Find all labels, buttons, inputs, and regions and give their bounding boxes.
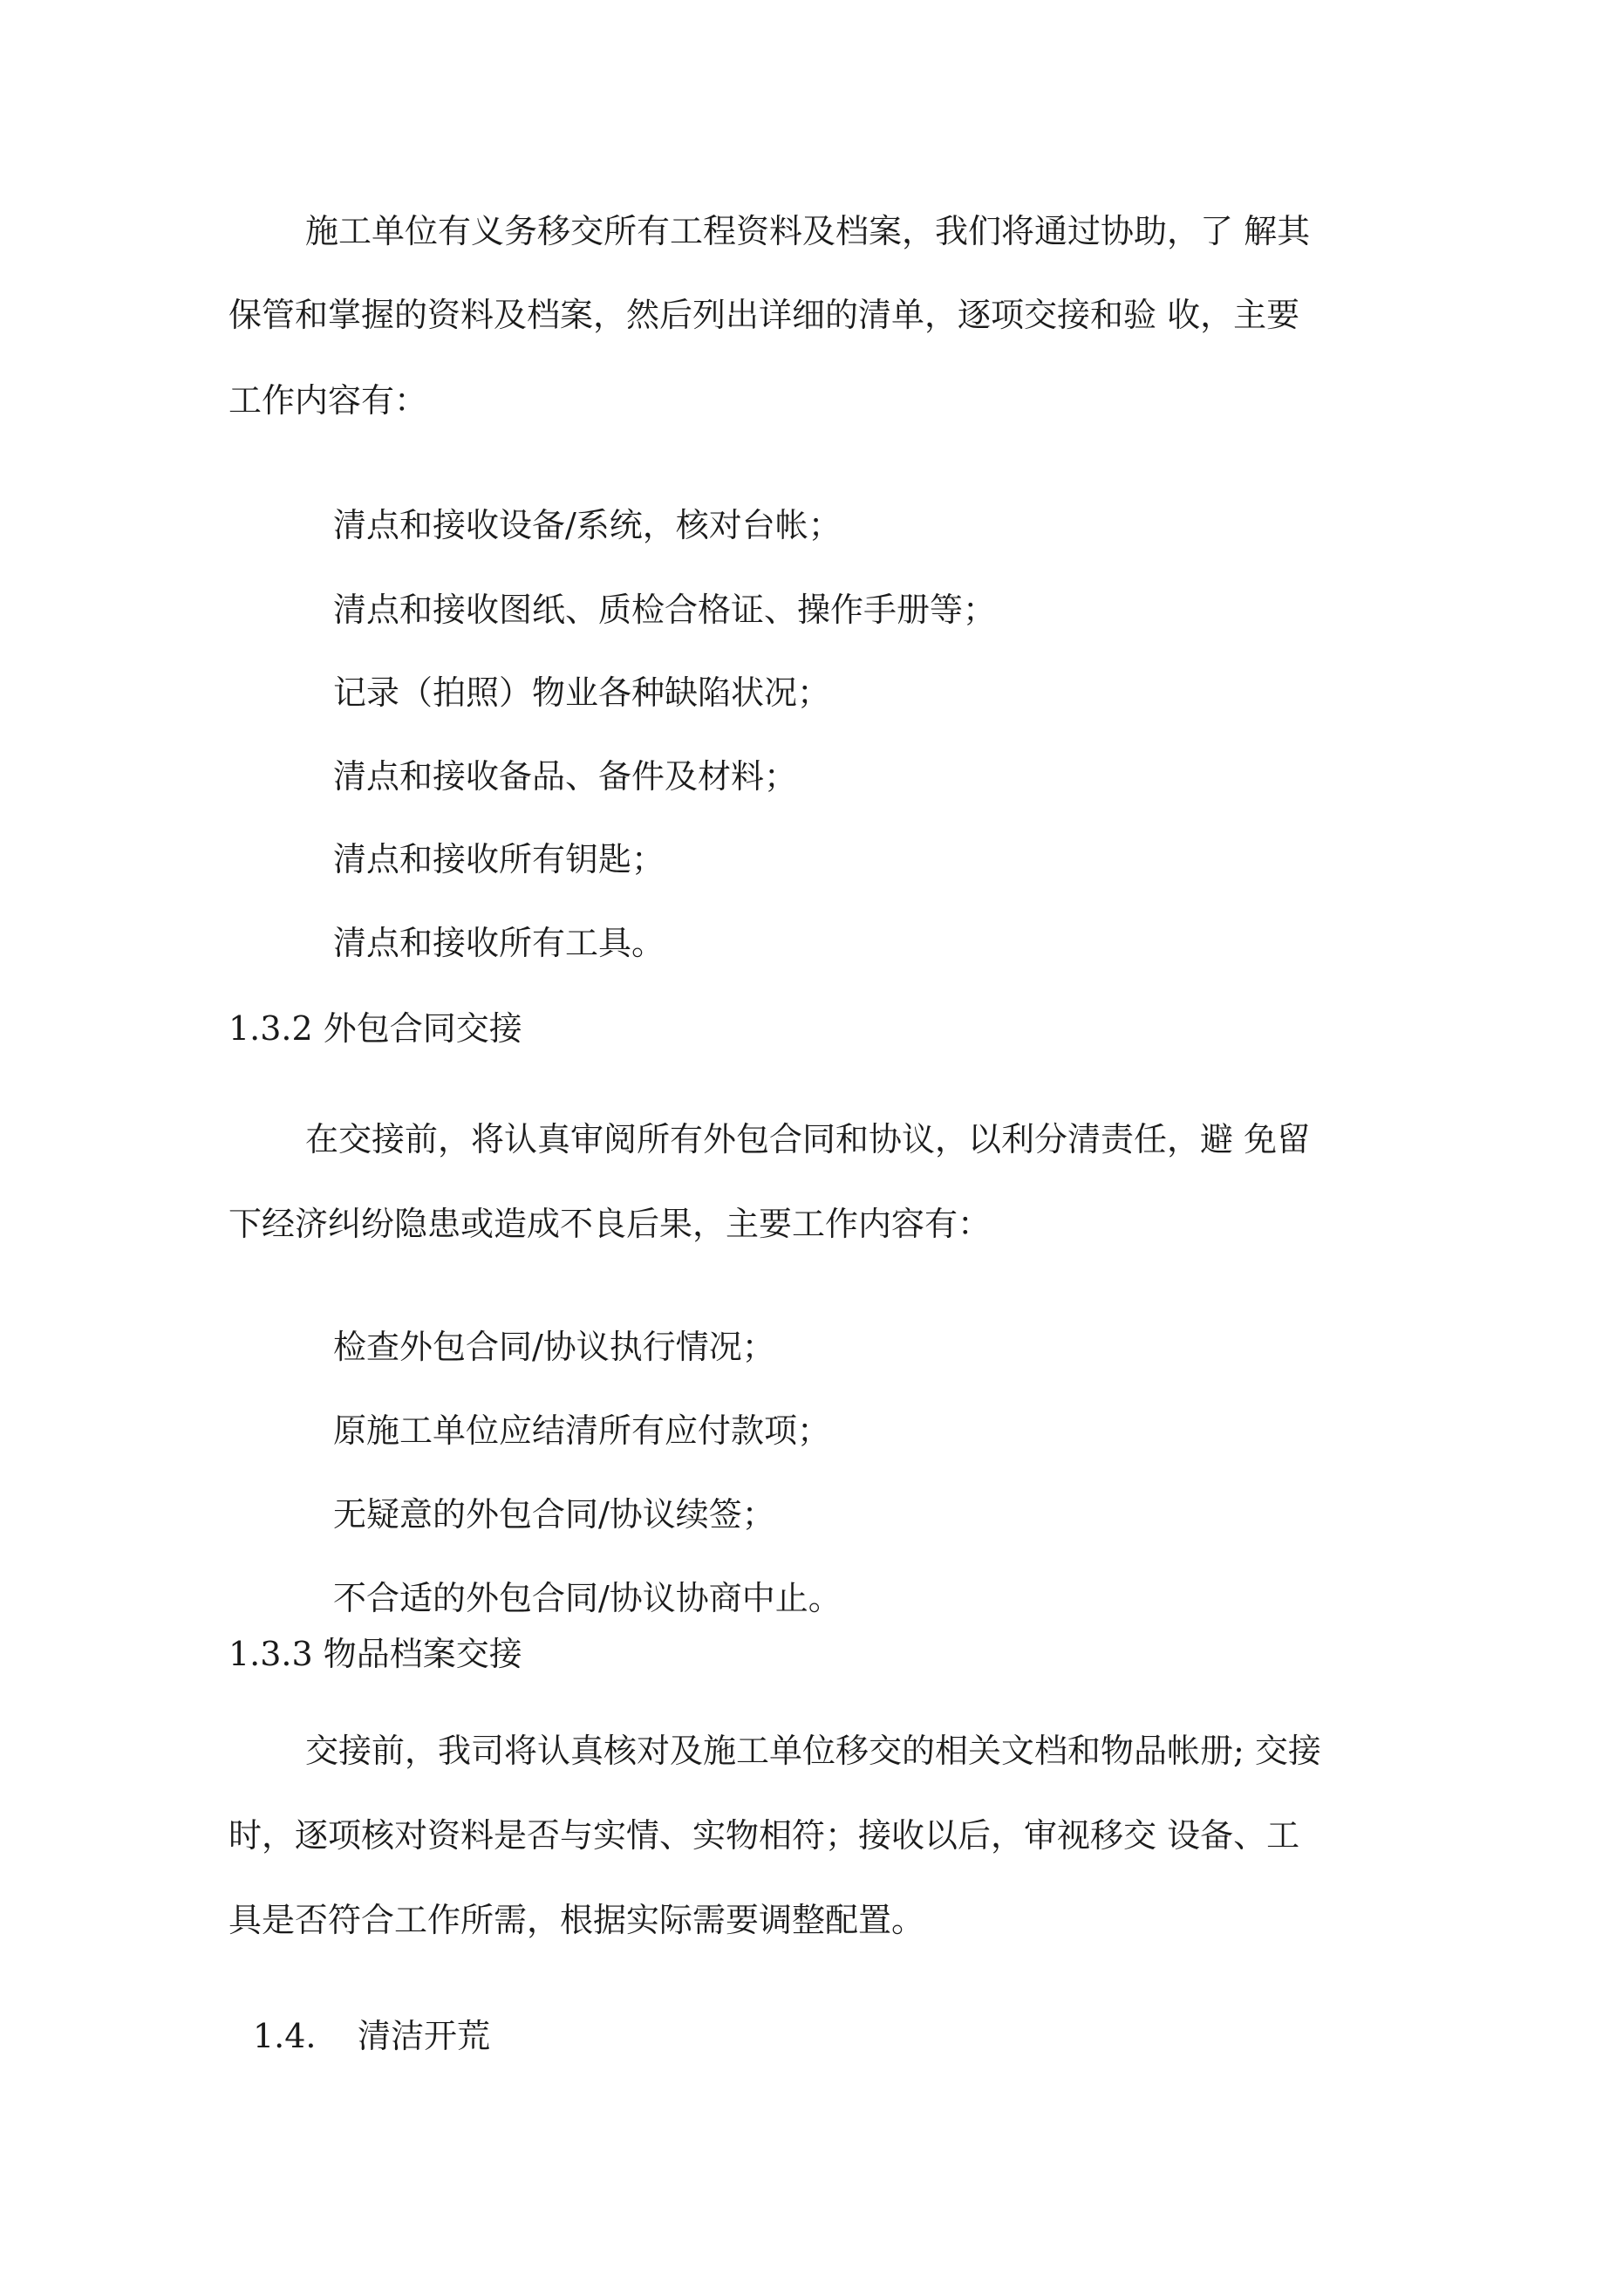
section-heading-1-3-3: 1.3.3 物品档案交接 [228,1635,522,1673]
section-1-3-3-paragraph-line-1: 交接前，我司将认真核对及施工单位移交的相关文档和物品帐册; 交接 [305,1732,1321,1770]
section-number: 1.4. [253,2017,317,2055]
section-title: 清洁开荒 [358,2017,491,2055]
section-heading-1-3-2: 1.3.2 外包合同交接 [228,1009,522,1048]
intro-paragraph-line-3: 工作内容有： [228,381,428,420]
section-heading-1-4 [253,2019,490,2053]
list-item: 清点和接收所有工具。 [333,924,665,962]
list-item: 清点和接收图纸、质检合格证、操作手册等； [333,591,997,629]
section-1-3-2-paragraph-line-1: 在交接前，将认真审阅所有外包合同和协议，以利分清责任，避 免留 [305,1120,1311,1158]
list-item: 清点和接收设备/系统，核对台帐； [333,506,842,544]
section-1-3-2-paragraph-line-2: 下经济纠纷隐患或造成不良后果，主要工作内容有： [228,1205,992,1243]
section-1-3-3-paragraph-line-3: 具是否符合工作所需，根据实际需要调整配置。 [228,1901,925,1939]
list-item: 清点和接收备品、备件及材料； [333,757,798,796]
list-item: 记录（拍照）物业各种缺陷状况； [333,673,831,712]
list-item: 检查外包合同/协议执行情况； [333,1328,775,1366]
list-item: 不合适的外包合同/协议协商中止。 [333,1579,842,1617]
list-item: 原施工单位应结清所有应付款项； [333,1411,831,1450]
list-item: 无疑意的外包合同/协议续签； [333,1495,775,1534]
section-1-3-3-paragraph-line-2: 时，逐项核对资料是否与实情、实物相符；接收以后，审视移交 设备、工 [228,1816,1300,1855]
intro-paragraph-line-1: 施工单位有义务移交所有工程资料及档案，我们将通过协助，了 解其 [305,212,1311,250]
intro-paragraph-line-2: 保管和掌握的资料及档案，然后列出详细的清单，逐项交接和验 收，主要 [228,296,1300,334]
list-item: 清点和接收所有钥匙； [333,840,665,878]
